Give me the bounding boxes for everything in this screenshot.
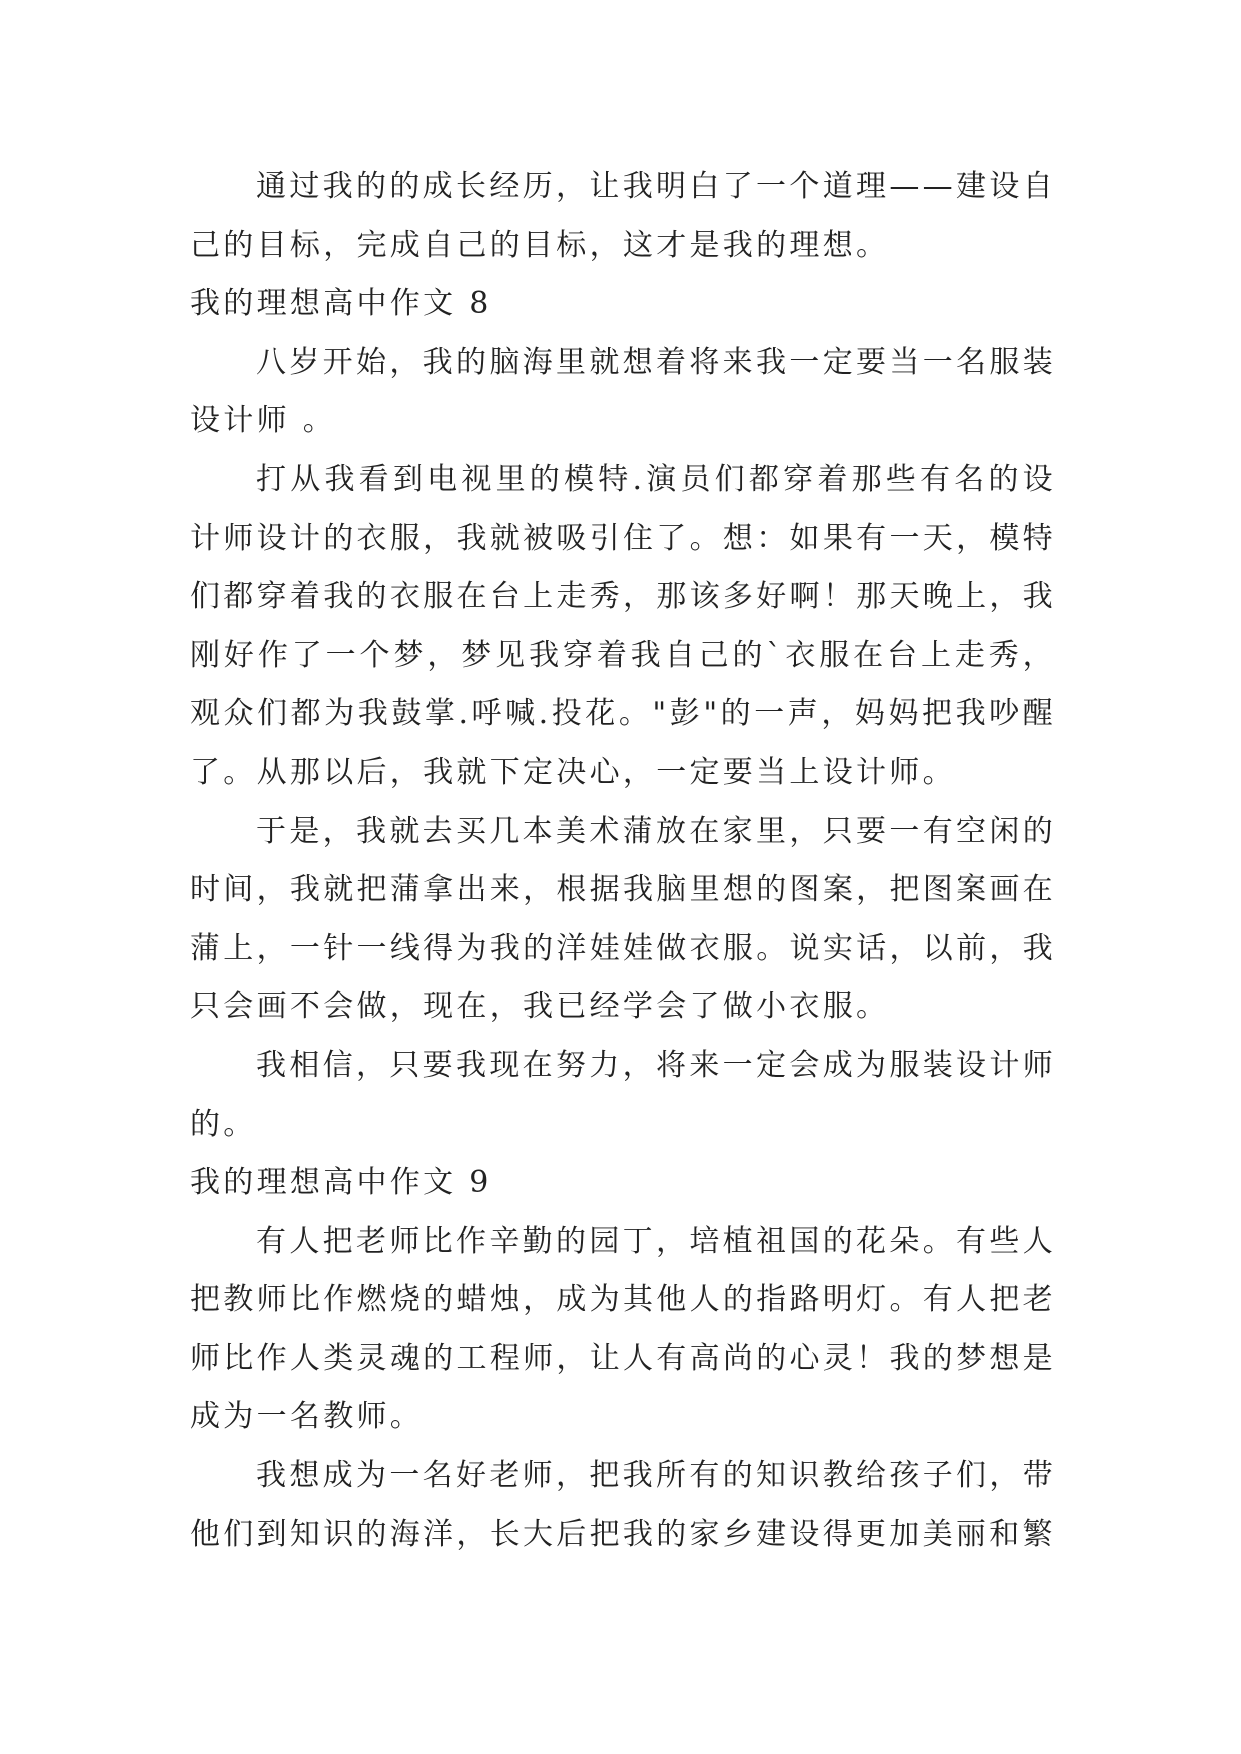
paragraph: 通过我的的成长经历，让我明白了一个道理——建设自己的目标，完成自己的目标，这才是我的理想。 <box>190 169 1056 263</box>
paragraph: 我想成为一名好老师，把我所有的知识教给孩子们，带他们到知识的海洋，长大后把我的家乡建设得更加美丽和繁 <box>190 1458 1056 1552</box>
paragraph: 于是，我就去买几本美术蒲放在家里，只要一有空闲的时间，我就把蒲拿出来，根据我脑里想的图案，把图案画在蒲上，一针一线得为我的洋娃娃做衣服。说实话，以前，我只会画不会做，现在，我已经学会了做小衣服。 <box>190 813 1056 1025</box>
document-body <box>190 158 1056 1564</box>
paragraph: 我相信，只要我现在努力，将来一定会成为服装设计师的。 <box>190 1047 1056 1142</box>
paragraph: 打从我看到电视里的模特.演员们都穿着那些有名的设计师设计的衣服，我就被吸引住了。想：如果有一天，模特们都穿着我的衣服在台上走秀，那该多好啊！那天晚上，我刚好作了一个梦，梦见我穿着我自己的`衣服在台上走秀，观众们都为我鼓掌.呼喊.投花。"彭"的一声，妈妈把我吵醒了。从那以后，我就下定决心，一定要当上设计师。 <box>190 461 1056 790</box>
paragraph: 八岁开始，我的脑海里就想着将来我一定要当一名服装设计师 。 <box>190 344 1056 439</box>
paragraph: 有人把老师比作辛勤的园丁，培植祖国的花朵。有些人把教师比作燃烧的蜡烛，成为其他人的指路明灯。有人把老师比作人类灵魂的工程师，让人有高尚的心灵！我的梦想是成为一名教师。 <box>190 1223 1056 1435</box>
essay-heading: 我的理想高中作文 9 <box>190 1165 492 1201</box>
essay-heading: 我的理想高中作文 8 <box>190 286 492 322</box>
